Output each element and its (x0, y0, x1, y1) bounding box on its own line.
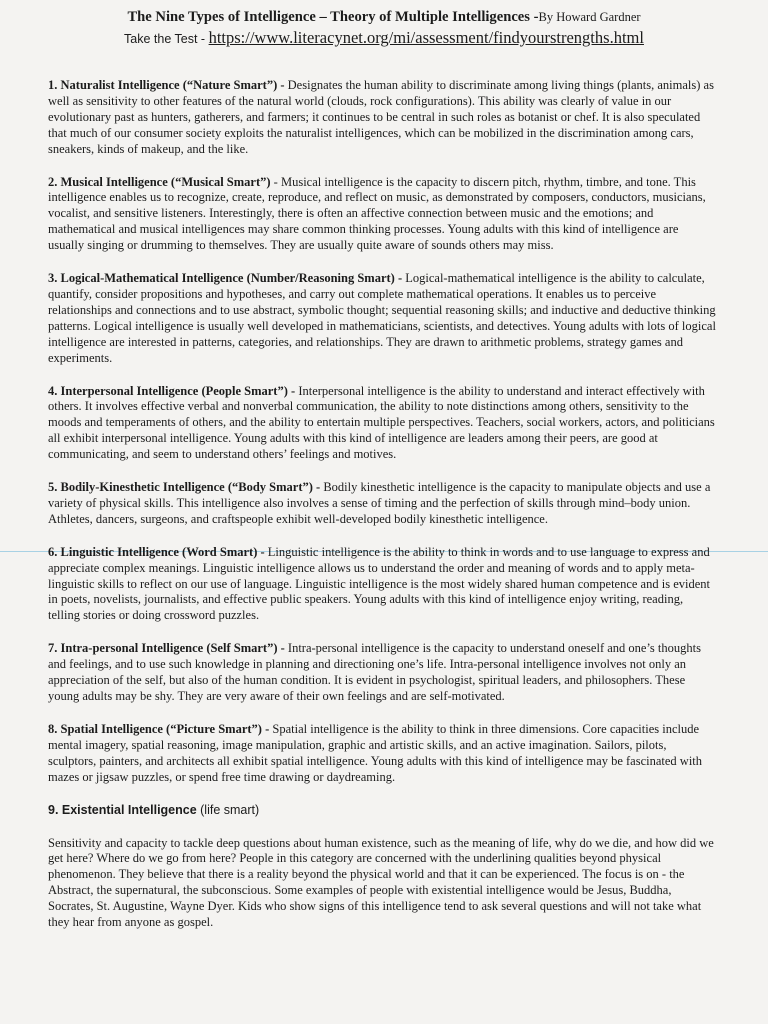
section-text: - Musical intelligence is the capacity to discern pitch, rhythm, timbre, and tone. This intelligence enables us to recognize, create, reproduce, and reflect on music, as demonstrated by composers, conductors, musicians, vocalist, and sensitive listeners. Interestingly, there is often an affective connection between music and the emotions; and mathematical and musical intelligences may share common thinking processes. Young adults with this kind of intelligence are usually singing or drumming to themselves. They are usually quite aware of sounds others may miss. (48, 174, 706, 253)
section-text: Spatial intelligence is the ability to think in three dimensions. Core capacities include mental imagery, spatial reasoning, image manipulation, graphic and artistic skills, and an active imagination. Sailors, pilots, sculptors, painters, and architects all exhibit spatial intelligence. Young adults with this kind of intelligence may be fascinated with mazes or jigsaw puzzles, or spend free time drawing or daydreaming. (48, 721, 703, 784)
test-url-link[interactable]: https://www.literacynet.org/mi/assessment/findyourstrengths.html (208, 28, 644, 47)
section-naturalist (48, 78, 716, 158)
section-heading: 3. Logical-Mathematical Intelligence (Number/Reasoning Smart) - (48, 271, 403, 286)
section-heading: 8. Spatial Intelligence (“Picture Smart”) - (48, 721, 270, 736)
section-heading: 1. Naturalist Intelligence (“Nature Smart”) - (48, 78, 285, 92)
document-body (48, 78, 716, 948)
section-bodily-kinesthetic (48, 480, 716, 528)
document-header (0, 0, 768, 50)
section-intra-personal (48, 641, 716, 705)
section-heading: 5. Bodily-Kinesthetic Intelligence (“Body Smart”) - (48, 480, 321, 495)
section-heading: 7. Intra-personal Intelligence (Self Smart”) - (48, 641, 285, 656)
section-text: Designates the human ability to discriminate among living things (plants, animals) as well as sensitivity to other features of the natural world (clouds, rock configurations). This ability was clearly of value in our evolutionary past as hunters, gatherers, and farmers; it continues to be central in such roles as botanist or chef. It is also speculated that much of our consumer society exploits the naturalist intelligences, which can be mobilized in the discrimination among cars, sneakers, kinds of makeup, and the like. (48, 78, 714, 156)
section-heading: 4. Interpersonal Intelligence (People Smart”) - (48, 383, 296, 398)
test-label: Take the Test - (124, 32, 209, 46)
section-linguistic (48, 545, 716, 625)
test-link-line (0, 27, 768, 50)
section-text: Linguistic intelligence is the ability to think in words and to use language to express and appreciate complex meanings. Linguistic intelligence allows us to understand the order and meaning of words and to apply meta-linguistic skills to reflect on our use of language. Linguistic intelligence is the most widely shared human competence and is evident in poets, novelists, journalists, and effective public speakers. Young adults with this kind of intelligence enjoy writing, reading, telling stories or doing crossword puzzles. (48, 544, 710, 623)
section-existential-heading (48, 803, 716, 817)
section-spatial (48, 722, 716, 786)
section-text: Bodily kinesthetic intelligence is the capacity to manipulate objects and use a variety of physical skills. This intelligence also involves a sense of timing and the perfection of skills through mind–body union. Athletes, dancers, surgeons, and craftspeople exhibit well-developed bodily kinesthetic intelligence. (48, 480, 711, 526)
title-author: By Howard Gardner (538, 10, 641, 24)
section-heading: 9. Existential Intelligence (48, 802, 201, 817)
section-text: Intra-personal intelligence is the capacity to understand oneself and one’s thoughts and feelings, and to use such knowledge in planning and directioning one’s life. Intra-personal intelligence involves not only an appreciation of the self, but also of the human condition. It is evident in psychologist, spiritual leaders, and philosophers. These young adults may be shy. They are very aware of their own feelings and are self-motivated. (48, 641, 701, 703)
section-interpersonal (48, 384, 716, 464)
section-heading: 6. Linguistic Intelligence (Word Smart) - (48, 544, 265, 559)
section-text: Logical-mathematical intelligence is the ability to calculate, quantify, consider propositions and hypotheses, and carry out complete mathematical operations. It enables us to perceive relationships and connections and to use abstract, symbolic thought; sequential reasoning skills; and inductive and deductive thinking patterns. Logical intelligence is usually well developed in mathematicians, scientists, and detectives. Young adults with lots of logical intelligence are interested in patterns, categories, and relationships. They are drawn to arithmetic problems, strategy games and experiments. (48, 271, 716, 365)
document-title (0, 8, 768, 27)
title-main: The Nine Types of Intelligence – Theory of Multiple Intelligences - (127, 9, 539, 25)
section-existential (48, 836, 716, 931)
section-text: Sensitivity and capacity to tackle deep questions about human existence, such as the meaning of life, why do we die, and how did we get here? Where do we go from here? People in this category are concerned with the underlining qualities beyond physical phenomenon. They believe that there is a reality beyond the physical world and that it can be experienced. The focus is on - the Abstract, the supernatural, the subconscious. Some examples of people with existential intelligence would be Jesus, Buddha, Socrates, St. Augustine, Wayne Dyer. Kids who show signs of this intelligence tend to ask several questions and will not take what they hear from anyone as gospel. (48, 835, 714, 930)
section-text: Interpersonal intelligence is the ability to understand and interact effectively with others. It involves effective verbal and nonverbal communication, the ability to note distinctions among others, sensitivity to the moods and temperaments of others, and the ability to entertain multiple perspectives. Teachers, social workers, actors, and politicians all exhibit interpersonal intelligence. Young adults with this kind of intelligence are leaders among their peers, are good at communicating, and seem to understand others’ feelings and motives. (48, 383, 715, 462)
section-logical-mathematical (48, 271, 716, 366)
section-subheading: (life smart) (200, 802, 260, 817)
section-musical (48, 175, 716, 255)
section-heading: 2. Musical Intelligence (“Musical Smart”) (48, 174, 271, 189)
